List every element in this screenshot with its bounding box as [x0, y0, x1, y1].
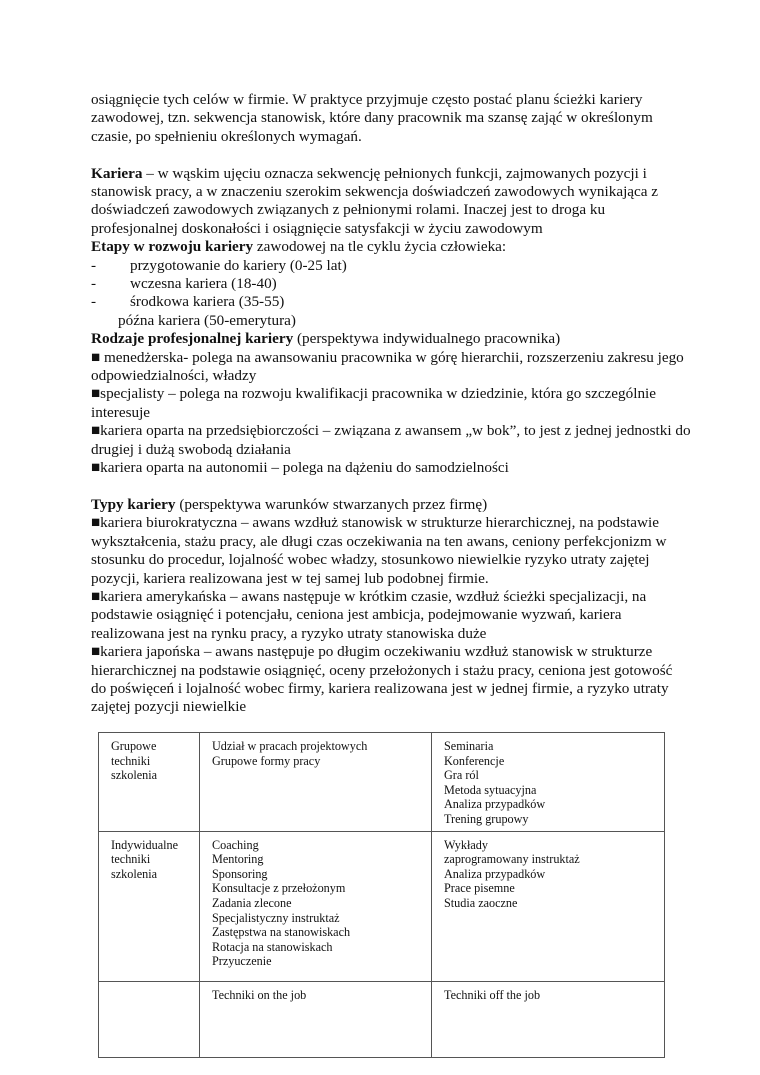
off-the-job-cell — [432, 831, 665, 981]
typy-item: ■kariera biurokratyczna – awans wzdłuż stanowisk w strukturze hierarchicznej, na podstawie wykształcenia, stażu pracy, ale długi czas oczekiwania na ten awans, ceniony perfekcjonizm w stosunku do procedur, lojalność wobec władzy, stosunkowo niewielkie ryzyko utraty zajętej pozycji, kariera realizowana jest w tej samej lub podobnej firmie. — [91, 514, 667, 587]
training-techniques-table — [98, 732, 665, 1058]
cell-line: Metoda sytuacyjna — [444, 782, 537, 797]
cell-line: Grupowe — [111, 739, 157, 753]
paragraph-gap — [91, 478, 691, 496]
table-row — [99, 831, 665, 981]
kariera-definition — [91, 165, 691, 239]
kariera-term: Kariera — [91, 164, 143, 182]
typy-item: ■kariera japońska – awans następuje po długim oczekiwaniu wzdłuż stanowisk w strukturze hierarchicznej na podstawie osiągnięć, oceny przełożonych i stażu pracy, ceniona jest gotowość do poświęceń i lojalność wobec firmy, kariera realizowana jest w jednej firmie, a ryzyko utraty zajętej pozycji niewielkie — [91, 643, 673, 716]
etapy-item-text: wczesna kariera (18-40) — [130, 275, 277, 293]
cell-line: Zastępstwa na stanowiskach — [212, 925, 351, 940]
cell-line: Analiza przypadków — [444, 866, 546, 881]
cell-line: Rotacja na stanowiskach — [212, 939, 333, 954]
cell-line: Seminaria — [444, 739, 494, 753]
cell-line: Zadania zlecone — [212, 895, 292, 910]
row-label-cell — [99, 733, 200, 832]
cell-line: Grupowe formy pracy — [212, 753, 321, 768]
etapy-heading — [91, 238, 691, 256]
on-the-job-cell — [200, 831, 432, 981]
cell-line: techniki — [111, 753, 151, 768]
off-the-job-cell — [432, 981, 665, 1057]
on-the-job-cell — [200, 981, 432, 1057]
paragraph-gap — [91, 146, 691, 164]
rodzaje-item: ■ menedżerska- polega na awansowaniu pracownika w górę hierarchii, rozszerzeniu zakresu jego odpowiedzialności, władzy — [91, 348, 684, 385]
etapy-heading-bold: Etapy w rozwoju kariery — [91, 238, 254, 256]
cell-line: Trening grupowy — [444, 811, 529, 826]
kariera-definition-text: – w wąskim ujęciu oznacza sekwencję pełnionych funkcji, zajmowanych pozycji i stanowisk pracy, a w znaczeniu szerokim sekwencja doświadczeń zawodowych wynikająca z doświadczeń zawodowych związanych z pełnionymi rolami. Inaczej jest to droga ku profesjonalnej doskonałości i osiągnięcie satysfakcji w życiu zawodowym — [91, 164, 659, 237]
document-body — [91, 91, 691, 717]
etapy-item-text: środkowa kariera (35-55) — [130, 293, 285, 311]
off-the-job-cell — [432, 733, 665, 832]
table-body — [99, 733, 665, 1058]
cell-line: szkolenia — [111, 768, 158, 783]
cell-line: Gra ról — [444, 768, 479, 783]
rodzaje-heading-bold: Rodzaje profesjonalnej kariery — [91, 330, 294, 348]
table-row — [99, 981, 665, 1057]
cell-line: zaprogramowany instruktaż — [444, 852, 580, 867]
etapy-item-text: przygotowanie do kariery (0-25 lat) — [130, 256, 347, 274]
cell-line: Indywidualne — [111, 837, 179, 852]
table-row — [99, 733, 665, 832]
row-label-cell — [99, 981, 200, 1057]
etapy-item — [91, 257, 691, 275]
row-label-cell — [99, 831, 200, 981]
etapy-item — [91, 293, 691, 311]
rodzaje-item: ■specjalisty – polega na rozwoju kwalifikacji pracownika w dziedzinie, która go szczególnie interesuje — [91, 385, 657, 421]
etapy-last-item: późna kariera (50-emerytura) — [118, 311, 296, 329]
cell-line: Studia zaoczne — [444, 895, 518, 910]
etapy-heading-rest: zawodowej na tle cyklu życia człowieka: — [253, 238, 507, 256]
cell-line: Specjalistyczny instruktaż — [212, 910, 340, 925]
on-the-job-cell — [200, 733, 432, 832]
etapy-item — [91, 275, 691, 293]
cell-line: Techniki off the job — [444, 987, 541, 1002]
cell-line: Przyuczenie — [212, 954, 272, 969]
rodzaje-heading — [91, 330, 691, 348]
cell-line: Udział w pracach projektowych — [212, 739, 368, 753]
typy-item: ■kariera amerykańska – awans następuje w krótkim czasie, wzdłuż ścieżki specjalizacji, na podstawie osiągnięć i potencjału, ceniona jest ambicja, podejmowanie wyzwań, kariera realizowana jest na rynku pracy, a ryzyko utraty stanowiska duże — [91, 587, 647, 642]
dash-marker: - — [91, 275, 97, 293]
typy-heading-rest: (perspektywa warunków stwarzanych przez firmę) — [175, 495, 488, 513]
rodzaje-item: ■kariera oparta na autonomii – polega na dążeniu do samodzielności — [91, 459, 509, 477]
dash-marker: - — [91, 256, 97, 274]
cell-line: Wykłady — [444, 837, 488, 852]
cell-line: Prace pisemne — [444, 881, 515, 896]
cell-line: Mentoring — [212, 852, 264, 867]
rodzaje-heading-rest: (perspektywa indywidualnego pracownika) — [293, 330, 561, 348]
cell-line: Techniki on the job — [212, 987, 307, 1002]
dash-marker: - — [91, 293, 97, 311]
cell-line: Sponsoring — [212, 866, 268, 881]
cell-line: Coaching — [212, 837, 259, 852]
cell-line: techniki — [111, 852, 151, 867]
cell-line: Konferencje — [444, 753, 505, 768]
cell-line: Konsultacje z przełożonym — [212, 881, 346, 896]
typy-heading-bold: Typy kariery — [91, 495, 176, 513]
intro-paragraph: osiągnięcie tych celów w firmie. W praktyce przyjmuje często postać planu ścieżki kariery zawodowej, tzn. sekwencja stanowisk, które dany pracownik ma szansę zająć w określonym czasie, po spełnieniu określonych wymagań. — [91, 91, 653, 145]
rodzaje-item: ■kariera oparta na przedsiębiorczości – związana z awansem „w bok”, to jest z jednej jednostki do drugiej i dużą swobodą działania — [91, 422, 691, 458]
cell-line: szkolenia — [111, 866, 158, 881]
typy-heading — [91, 496, 691, 514]
cell-line: Analiza przypadków — [444, 797, 546, 812]
